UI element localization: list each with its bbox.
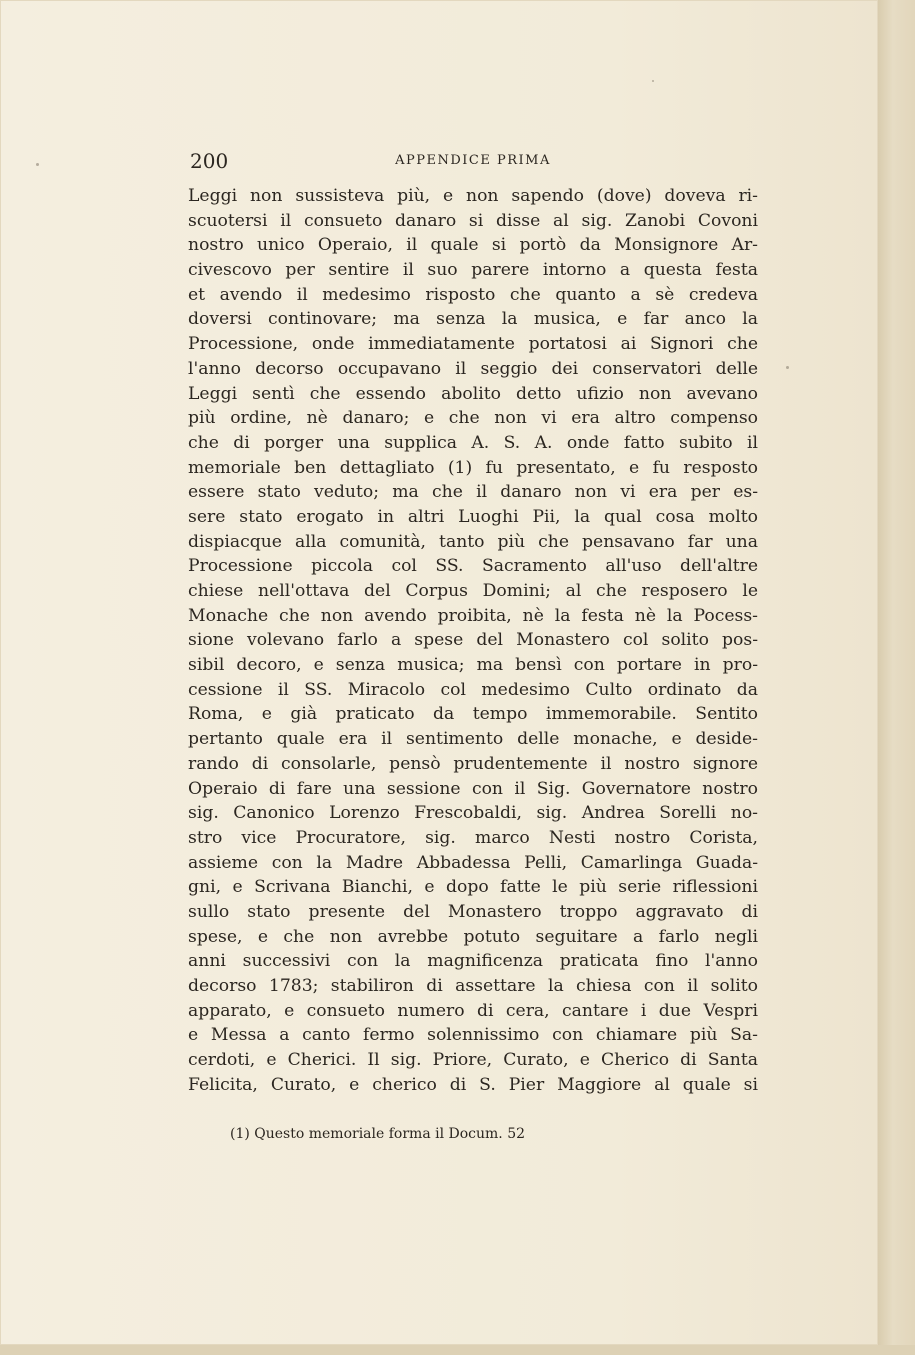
page-number: 200 xyxy=(190,149,229,173)
text-line: Felicita, Curato, e cherico di S. Pier Maggiore al quale si xyxy=(188,1074,758,1095)
text-line: anni successivi con la magnificenza praticata fino l'anno xyxy=(188,951,758,972)
text-line: e Messa a canto fermo solennissimo con chiamare più Sa- xyxy=(188,1025,758,1046)
text-line: pertanto quale era il sentimento delle monache, e deside- xyxy=(188,729,758,750)
text-line: Roma, e già praticato da tempo immemorabile. Sentito xyxy=(188,704,758,725)
text-line: sione volevano farlo a spese del Monastero col solito pos- xyxy=(188,630,758,651)
text-line: Monache che non avendo proibita, nè la festa nè la Pocess- xyxy=(188,605,758,626)
page-header xyxy=(190,148,756,174)
paper-speck xyxy=(36,163,39,166)
text-line: et avendo il medesimo risposto che quanto a sè credeva xyxy=(188,284,758,305)
text-line: che di porger una supplica A. S. A. onde fatto subito il xyxy=(188,432,758,453)
text-line: chiese nell'ottava del Corpus Domini; al che resposero le xyxy=(188,581,758,601)
page-edge xyxy=(878,0,915,1355)
page-bottom-edge xyxy=(0,1345,915,1355)
text-line: rando di consolarle, pensò prudentemente il nostro signore xyxy=(188,753,758,774)
footnote: (1) Questo memoriale forma il Docum. 52 xyxy=(230,1126,526,1142)
text-line: più ordine, nè danaro; e che non vi era altro compenso xyxy=(188,408,758,429)
text-line: assieme con la Madre Abbadessa Pelli, Camarlinga Guada- xyxy=(188,852,758,873)
text-line: decorso 1783; stabiliron di assettare la chiesa con il solito xyxy=(188,976,758,996)
text-line: Processione, onde immediatamente portatosi ai Signori che xyxy=(188,334,758,355)
paper-speck xyxy=(786,366,789,369)
text-line: memoriale ben dettagliato (1) fu presentato, e fu resposto xyxy=(188,457,758,478)
text-line: spese, e che non avrebbe potuto seguitare a farlo negli xyxy=(188,926,758,947)
text-line: sibil decoro, e senza musica; ma bensì con portare in pro- xyxy=(188,655,758,676)
text-line: doversi continovare; ma senza la musica, e far anco la xyxy=(188,309,758,330)
text-line: stro vice Procuratore, sig. marco Nesti nostro Corista, xyxy=(188,827,758,848)
text-line: sullo stato presente del Monastero troppo aggravato di xyxy=(188,901,758,922)
text-line: dispiacque alla comunità, tanto più che pensavano far una xyxy=(188,531,758,552)
text-line: sig. Canonico Lorenzo Frescobaldi, sig. Andrea Sorelli no- xyxy=(188,803,758,824)
text-line: civescovo per sentire il suo parere intorno a questa festa xyxy=(188,260,758,281)
text-line: Processione piccola col SS. Sacramento all'uso dell'altre xyxy=(188,556,758,577)
paper-speck xyxy=(652,80,654,82)
text-line: gni, e Scrivana Bianchi, e dopo fatte le più serie riflessioni xyxy=(188,877,758,898)
text-line: scuotersi il consueto danaro si disse al sig. Zanobi Covoni xyxy=(188,210,758,231)
text-line: apparato, e consueto numero di cera, cantare i due Vespri xyxy=(188,1000,758,1021)
text-line: nostro unico Operaio, il quale si portò da Monsignore Ar- xyxy=(188,235,758,256)
body-text xyxy=(188,184,758,1097)
text-line: l'anno decorso occupavano il seggio dei conservatori delle xyxy=(188,358,758,379)
text-line: essere stato veduto; ma che il danaro non vi era per es- xyxy=(188,482,758,503)
text-line: cerdoti, e Cherici. Il sig. Priore, Curato, e Cherico di Santa xyxy=(188,1050,758,1071)
text-line: Leggi sentì che essendo abolito detto ufizio non avevano xyxy=(188,383,758,404)
text-line: Leggi non sussisteva più, e non sapendo (dove) doveva ri- xyxy=(188,186,758,206)
running-head: APPENDICE PRIMA xyxy=(395,153,551,168)
text-line: sere stato erogato in altri Luoghi Pii, la qual cosa molto xyxy=(188,506,758,527)
text-line: Operaio di fare una sessione con il Sig. Governatore nostro xyxy=(188,778,758,799)
text-line: cessione il SS. Miracolo col medesimo Culto ordinato da xyxy=(188,679,758,700)
